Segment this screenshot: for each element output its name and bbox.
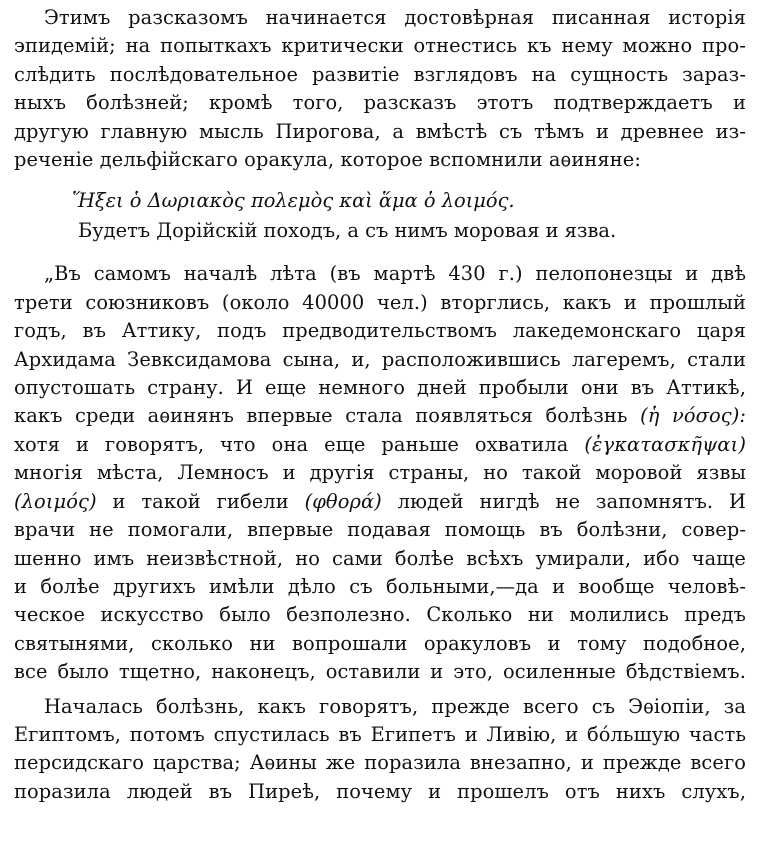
text-line: эпидемій; на попыткахъ критически отнестись къ нему можно про- [14,34,746,58]
text-line: Этимъ разсказомъ начинается достовѣрная писанная исторія [44,6,746,29]
text-line [14,431,746,459]
text-line: трети союзниковъ (около 40000 чел.) вторглись, какъ и прошлый [14,290,746,314]
paragraph-intro [14,4,746,174]
text-line: другую главную мысль Пирогова, а вмѣстѣ съ тѣмъ и древнее из- [14,119,746,143]
greek-term: (φθορά) [304,489,382,513]
text-line: годъ, въ Аттику, подъ предводительствомъ лакедемонскаго царя [14,319,746,343]
greek-term: (ἡ νόσος): [640,404,746,428]
paragraph-thucydides [14,260,746,686]
text-line: многія мѣста, Лемносъ и другія страны, но такой моровой язвы [14,461,746,485]
greek-term: (ἐγκατασκῆψαι) [584,432,746,456]
document-page [14,4,746,806]
text-line: поразила людей въ Пиреѣ, почему и прошелъ отъ нихъ слухъ, [14,779,746,803]
text-segment: и такой гибели [96,489,305,513]
text-line: врачи не помогали, впервые подавая помощь въ болѣзни, совер- [14,518,746,542]
text-line: шенно имъ неизвѣстной, но сами болѣе всѣхъ умирали, ибо чаще [14,546,746,570]
greek-quote: Ἥξει ὁ Δωριακὸς πολεμὸς καὶ ἅμα ὁ λοιμός. [72,189,515,213]
text-segment: какъ среди аѳинянъ впервые стала появляться болѣзнь [14,404,641,428]
text-line: персидскаго царства; Аѳины же поразила внезапно, и прежде всего [14,751,746,775]
text-line: все было тщетно, наконецъ, оставили и это, осиленные бѣдствіемъ. [14,660,746,684]
text-line: слѣдить послѣдовательное развитіе взглядовъ на сущность зараз- [14,62,746,86]
quote-translation: Будетъ Дорійскій походъ, а съ нимъ моровая и язва. [78,219,617,243]
text-line: ныхъ болѣзней; кромѣ того, разсказъ этотъ подтверждаетъ и [14,91,746,115]
paragraph-origin [14,693,746,807]
text-line: „Въ самомъ началѣ лѣта (въ мартѣ 430 г.) пелопонезцы и двѣ [44,262,746,286]
text-segment: людей нигдѣ не запомнятъ. И [381,489,746,513]
greek-term: (λοιμός) [14,489,97,513]
text-line: святынями, сколько ни вопрошали оракуловъ и тому подобное, [14,631,746,655]
text-segment: хотя и говорятъ, что она еще раньше охватила [14,432,585,456]
text-line: реченіе дельфійскаго оракула, которое вспомнили аѳиняне: [14,148,641,172]
text-line: Началась болѣзнь, какъ говорятъ, прежде всего съ Эѳіопіи, за [44,694,746,718]
text-line [14,488,746,516]
text-line: опустошать страну. И еще немного дней пробыли они въ Аттикѣ, [14,376,746,400]
oracle-quote [72,186,746,246]
text-line: Египтомъ, потомъ спустилась въ Египетъ и Ливію, и бо́льшую часть [14,722,746,746]
text-line: Архидама Зевксидамова сына, и, расположившись лагеремъ, стали [14,347,746,371]
text-line: и болѣе другихъ имѣли дѣло съ больными,—да и вообще человѣ- [14,574,746,598]
text-line: ческое искусство было безполезно. Сколько ни молились предъ [14,603,746,627]
text-line [14,402,746,430]
